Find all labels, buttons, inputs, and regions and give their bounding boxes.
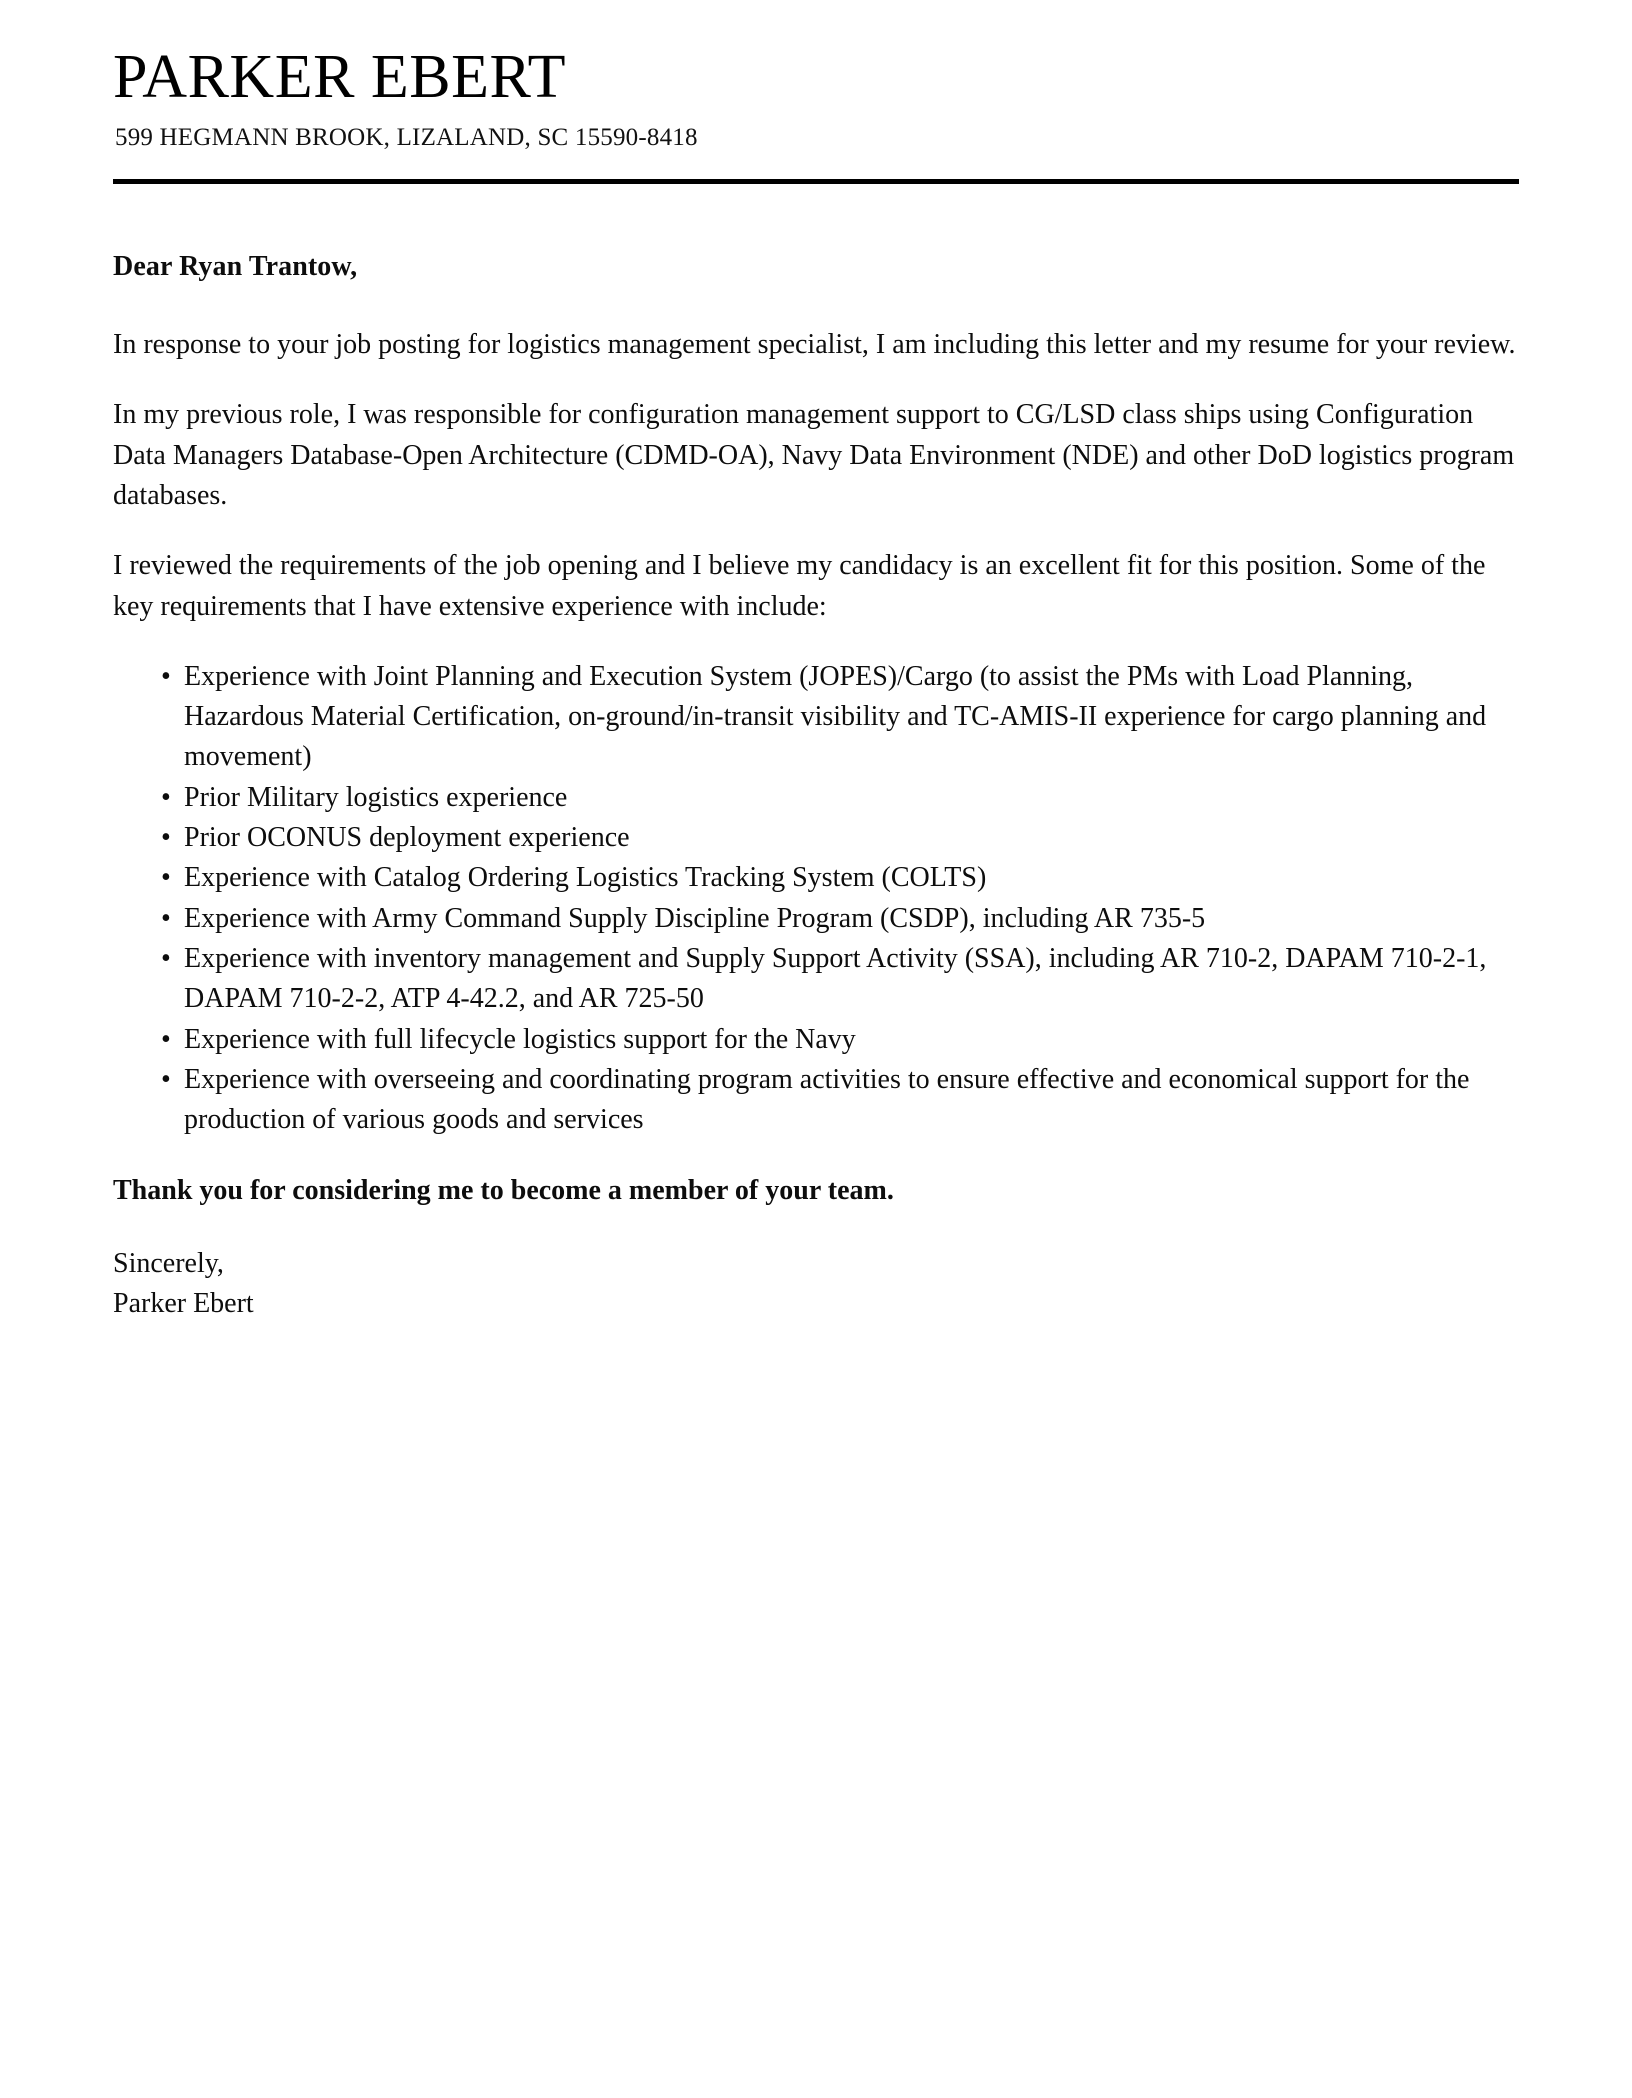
list-item: • Experience with Army Command Supply Discipline Program (CSDP), including AR 735-5 [161,899,1519,939]
address-line: 599 HEGMANN BROOK, LIZALAND, SC 15590-8418 [115,124,698,152]
closing-statement: Thank you for considering me to become a member of your team. [113,1174,894,1206]
list-item: • Experience with full lifecycle logistics support for the Navy [161,1020,1519,1060]
page-title: PARKER EBERT [113,43,567,111]
paragraph-2: In my previous role, I was responsible for configuration management support to CG/LSD class ships using Configuration Data Managers Database-Open Architecture (CDMD-OA), Navy Data Environment (NDE) and other DoD logistics program databases. [113,399,1515,511]
list-item: • Experience with Catalog Ordering Logistics Tracking System (COLTS) [161,858,1519,898]
signature-block [113,1244,1519,1324]
list-item: • Experience with inventory management and Supply Support Activity (SSA), including AR 710-2, DAPAM 710-2-1, DAPAM 710-2-2, ATP 4-42.2, and AR 725-50 [161,939,1519,1020]
qualifications-list [113,657,1519,1141]
signature-name: Parker Ebert [113,1288,254,1320]
letterhead [113,0,1519,184]
header-divider [113,179,1519,184]
letter-content [113,0,1519,1324]
signoff-line: Sincerely, [113,1248,224,1280]
list-item: • Prior OCONUS deployment experience [161,818,1519,858]
paragraph-1: In response to your job posting for logistics management specialist, I am including this letter and my resume for your review. [113,328,1516,360]
list-item: • Experience with overseeing and coordinating program activities to ensure effective and economical support for the production of various goods and services [161,1060,1519,1141]
list-item: • Experience with Joint Planning and Execution System (JOPES)/Cargo (to assist the PMs with Load Planning, Hazardous Material Certification, on-ground/in-transit visibility and TC-AMIS-II experience for cargo planning and movement) [161,657,1519,778]
letter-body [113,247,1519,1324]
paragraph-3: I reviewed the requirements of the job opening and I believe my candidacy is an excellent fit for this position. Some of the key requirements that I have extensive experience with include: [113,550,1486,622]
salutation: Dear Ryan Trantow, [113,251,358,283]
list-item: • Prior Military logistics experience [161,778,1519,818]
